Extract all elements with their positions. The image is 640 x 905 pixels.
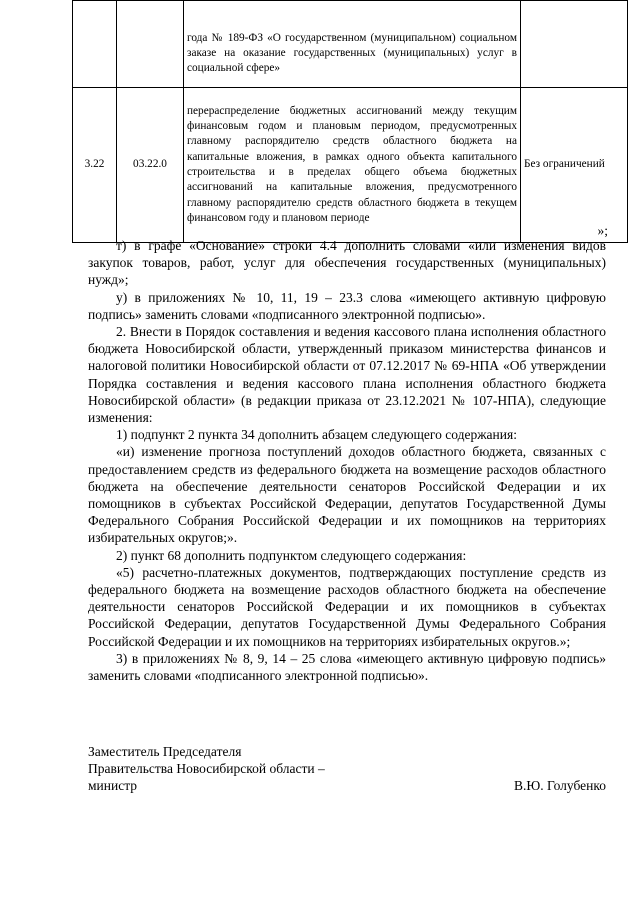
table-row	[73, 88, 628, 243]
paragraph-u: у) в приложениях № 10, 11, 19 – 23.3 слова «имеющего активную цифровую подпись» заменить словами «подписанного электронной подписью».	[88, 289, 606, 322]
signatory-title-line-3: министр	[88, 778, 138, 794]
row-number-cell	[73, 1, 117, 88]
paragraph-item-1: 1) подпункт 2 пункта 34 дополнить абзацем следующего содержания:	[116, 427, 517, 443]
paragraph-t: т) в графе «Основание» строки 4.4 дополнить словами «или изменения видов закупок товаров, работ, услуг для обеспечения государственных (муниципальных) нужд»;	[88, 238, 606, 288]
paragraph-section-2: 2. Внести в Порядок составления и ведения кассового плана исполнения областного бюджета Новосибирской области, утвержденный приказом министерства финансов и налоговой политики Новосибирской области от 07.12.2017 № 69-НПА «Об утверждении Порядка составления и ведения кассового плана исполнения областного бюджета Новосибирской области» (в редакции приказа от 23.12.2021 № 107-НПА), следующие изменения:	[88, 324, 606, 426]
paragraph-item-1-text: «и) изменение прогноза поступлений доходов областного бюджета, связанных с предоставлением средств из федерального бюджета на возмещение расходов областного бюджета на обеспечение деятельности сенаторов Российской Федерации и их помощников в субъектах Российской Федерации, депутатов Государственной Думы Федерального Собрания Российской Федерации и их помощников на территориях избирательных округов;».	[88, 444, 606, 546]
paragraph-item-2: 2) пункт 68 дополнить подпунктом следующего содержания:	[116, 547, 467, 563]
row-text-cell: перераспределение бюджетных ассигнований между текущим финансовым годом и плановым периодом, предусмотренных главному распорядителю средств областного бюджета на капитальные вложения, в рамках одного объекта капитального строительства и в пределах общего объема бюджетных ассигнований на капитальные вложения, предусмотренного главному распорядителю средств областного бюджета в текущем финансовом году и плановом периоде	[184, 88, 521, 243]
signatory-title-line-1: Заместитель Председателя	[88, 744, 242, 759]
signature-block	[88, 743, 606, 795]
row-text-cell: года № 189-ФЗ «О государственном (муниципальном) социальном заказе на оказание государственных (муниципальных) услуг в социальной сфере»	[184, 1, 521, 88]
signatory-row	[88, 777, 606, 794]
row-limit-cell	[521, 1, 628, 88]
row-code-cell	[117, 1, 184, 88]
signatory-name: В.Ю. Голубенко	[513, 778, 606, 794]
table-closing-quote: »;	[597, 223, 608, 238]
row-limit-cell: Без ограничений	[521, 88, 628, 243]
row-number-cell: 3.22	[73, 88, 117, 243]
table-row	[73, 1, 628, 88]
amendments-table	[72, 0, 628, 243]
paragraph-item-3: 3) в приложениях № 8, 9, 14 – 25 слова «имеющего активную цифровую подпись» заменить словами «подписанного электронной подписью».	[88, 650, 606, 684]
signatory-title-line-2: Правительства Новосибирской области –	[88, 761, 325, 777]
row-code-cell: 03.22.0	[117, 88, 184, 243]
document-body	[88, 237, 606, 684]
paragraph-item-2-text: «5) расчетно-платежных документов, подтверждающих поступление средств из федерального бюджета на возмещение расходов областного бюджета на обеспечение деятельности сенаторов Российской Федерации и их помощников в субъектах Российской Федерации, депутатов Государственной Думы Федерального Собрания Российской Федерации и их помощников на территориях избирательных округов.»;	[88, 564, 606, 649]
